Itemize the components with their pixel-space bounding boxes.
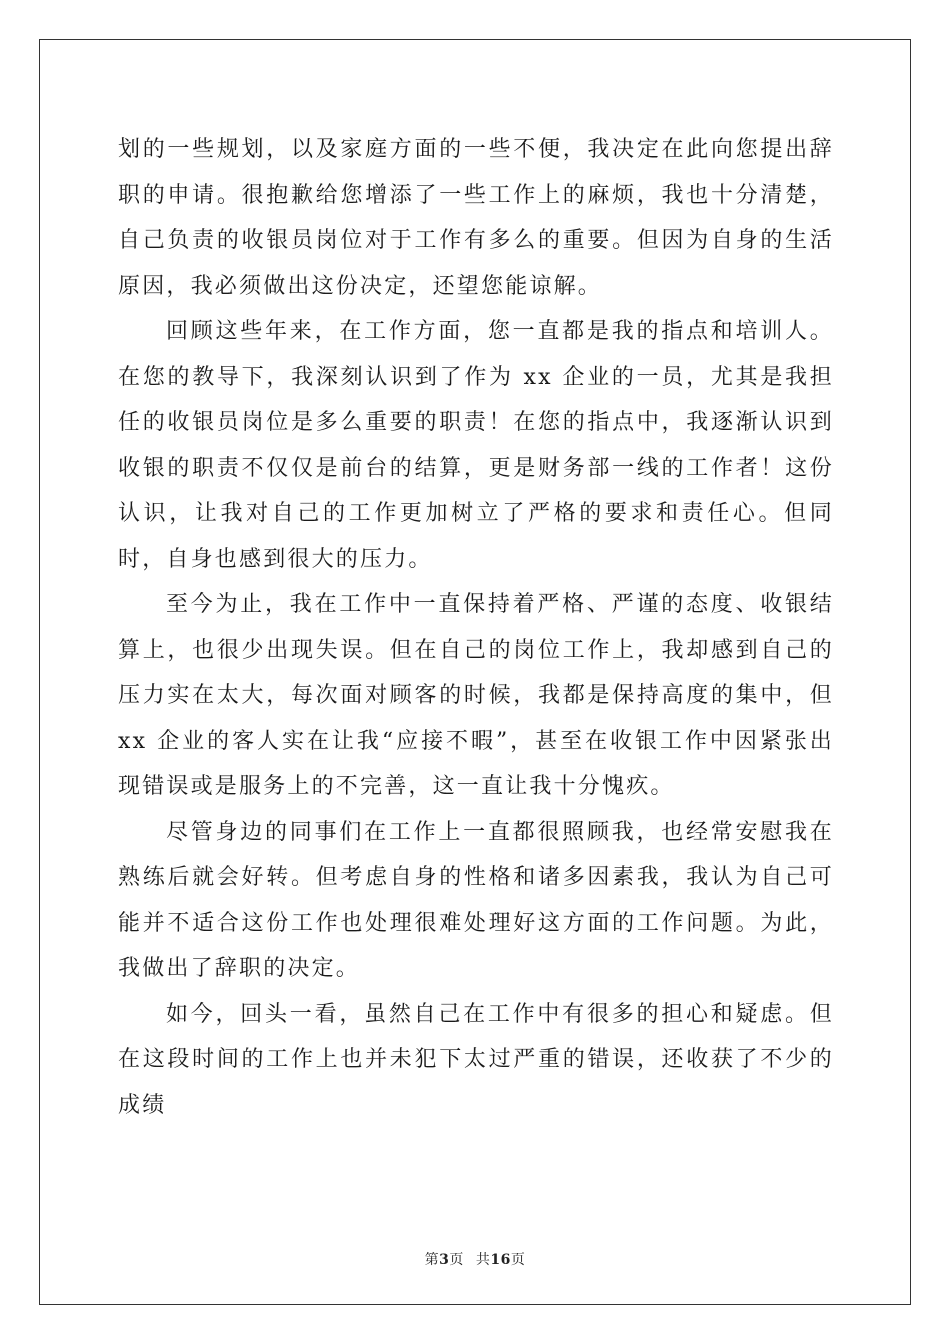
page-footer <box>0 1249 950 1269</box>
paragraph-1: 划的一些规划，以及家庭方面的一些不便，我决定在此向您提出辞职的申请。很抱歉给您增添了一些工作上的麻烦，我也十分清楚，自己负责的收银员岗位对于工作有多么的重要。但因为自身的生活原因，我必须做出这份决定，还望您能谅解。 <box>118 137 834 299</box>
total-suffix: 页 <box>510 1252 526 1268</box>
paragraph-4: 尽管身边的同事们在工作上一直都很照顾我，也经常安慰我在熟练后就会好转。但考虑自身的性格和诸多因素我，我认为自己可能并不适合这份工作也处理很难处理好这方面的工作问题。为此，我做出了辞职的决定。 <box>118 819 834 981</box>
paragraph-2: 回顾这些年来，在工作方面，您一直都是我的指点和培训人。在您的教导下，我深刻认识到了作为 xx 企业的一员，尤其是我担任的收银员岗位是多么重要的职责！在您的指点中，我逐渐认识到收银的职责不仅仅是前台的结算，更是财务部一线的工作者！这份认识，让我对自己的工作更加树立了严格的要求和责任心。但同时，自身也感到很大的压力。 <box>118 319 834 572</box>
document-body <box>118 127 834 1128</box>
page-suffix: 页 <box>449 1252 464 1268</box>
page-prefix: 第 <box>424 1252 440 1268</box>
total-prefix: 共 <box>475 1252 491 1268</box>
current-page: 3 <box>439 1252 450 1268</box>
paragraph-3: 至今为止，我在工作中一直保持着严格、严谨的态度、收银结算上，也很少出现失误。但在自己的岗位工作上，我却感到自己的压力实在太大，每次面对顾客的时候，我都是保持高度的集中，但 xx 企业的客人实在让我“应接不暇”，甚至在收银工作中因紧张出现错误或是服务上的不完善，这一直让我十分愧疚。 <box>118 592 834 799</box>
paragraph-5: 如今，回头一看，虽然自己在工作中有很多的担心和疑虑。但在这段时间的工作上也并未犯下太过严重的错误，还收获了不少的成绩 <box>118 1001 834 1118</box>
total-page-count: 16 <box>490 1252 511 1268</box>
page-number <box>425 1252 464 1268</box>
total-pages <box>476 1252 525 1268</box>
